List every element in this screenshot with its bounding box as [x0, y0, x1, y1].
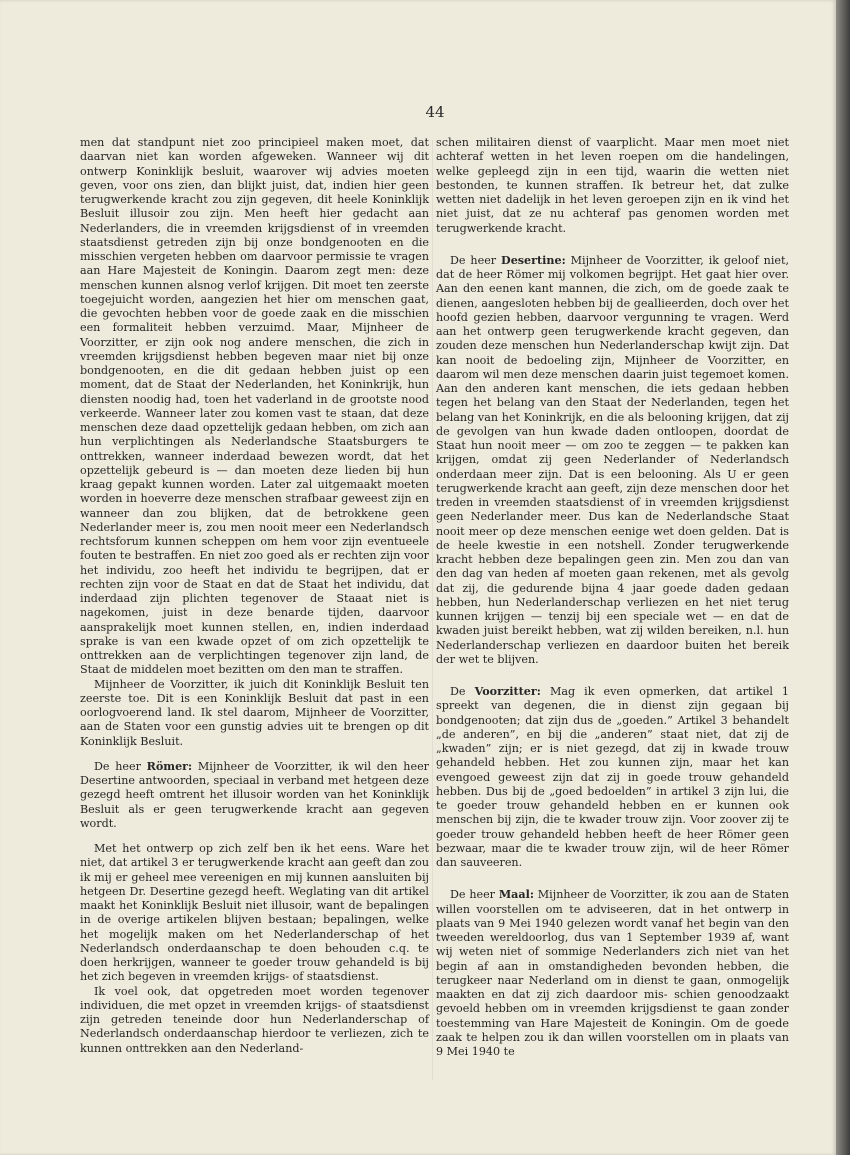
speech-text: Mag ik even opmerken, dat artikel 1 spreekt van degenen, die in dienst zijn gegaan bij bondgenooten; dat zijn dus de „goeden.” Artikel 3 behandelt „de anderen”, en bij die „anderen” staat niet, dat zij de „kwaden” zijn; er is niet gezegd, dat zij in kwade trouw gehandeld hebben. Het zou kunnen zijn, maar het kan evengoed geweest zijn dat zij in goede trouw gehandeld hebben. Dus bij de „goed bedoelden” in artikel 3 zijn lui, die te goeder trouw gehandeld hebben en er kunnen ook menschen bij zijn, die te kwader trouw zijn. Voor zoover zij te goeder trouw gehandeld hebben heeft de heer Römer geen bezwaar, maar die te kwader trouw zijn, wil de heer Römer dan sauveeren. [436, 685, 790, 869]
speaker-name: Desertine: [501, 253, 566, 267]
speech-text: Mijnheer de Voorzitter, ik zou aan de Staten willen voorstellen om te adviseeren, dat in het ontwerp in plaats van 9 Mei 1940 gelezen wordt vanaf het begin van den tweeden wereldoorlog, dus van 1 September 1939 af, want wij weten niet of sommige Nederlanders zich niet van het begin af aan in omstandigheden bevonden hebben, die terugkeer naar Nederland om in dienst te gaan, onmogelijk maakten en dat zij zich daardoor mis- schien genoodzaakt gevoeld hebben om in vreemden krijgsdienst te gaan zonder toestemming van Hare Majesteit de Koningin. Om de goede zaak te helpen zou ik dan willen voorstellen om in plaats van 9 Mei 1940 te [436, 888, 789, 1058]
paragraph: Mijnheer de Voorzitter, ik juich dit Koninklijk Besluit ten zeerste toe. Dit is een Koninklijk Besluit dat past in een oorlogvoerend land. Ik stel daarom, Mijnheer de Voorzitter, aan de Staten voor een gunstig advies uit te brengen op dit Koninklijk Besluit. [80, 677, 429, 748]
speaker-paragraph [436, 685, 789, 870]
column-divider [432, 140, 433, 1080]
speaker-prefix: De heer [94, 759, 141, 773]
paragraph: Met het ontwerp op zich zelf ben ik het eens. Ware het niet, dat artikel 3 er terugwerkende kracht aan geeft dan zou ik mij er geheel mee vereenigen en mij kunnen aansluiten bij hetgeen Dr. Desertine gezegd heeft. Weglating van dit artikel maakt het Koninklijk Besluit niet illusoir, want de bepalingen in de overige artikelen blijven bestaan; bepalingen, welke het mogelijk maken om het Nederlanderschap of het Nederlandsch onderdaanschap te doen behouden c.q. te doen herkrijgen, wanneer te goeder trouw gehandeld is bij het zich begeven in vreemden krijgs- of staatsdienst. [80, 842, 429, 984]
page-number: 44 [425, 103, 445, 121]
right-column [436, 136, 789, 1059]
speaker-name: Voorzitter: [474, 685, 541, 698]
paragraph: Ik voel ook, dat opgetreden moet worden tegenover individuen, die met opzet in vreemden krijgs- of staatsdienst zijn getreden teneinde door hun Nederlanderschap of Nederlandsch onderdaanschap hierdoor te verliezen, zich te kunnen onttrekken aan den Nederland- [80, 984, 429, 1055]
speaker-paragraph [436, 254, 789, 667]
scan-edge-shadow [836, 0, 850, 1155]
paragraph: men dat standpunt niet zoo principieel maken moet, dat daarvan niet kan worden afgeweken. Wanneer wij dit ontwerp Koninklijk besluit, waarover wij advies moeten geven, voor ons zien, dan blijkt juist, dat, indien hier geen terugwerkende kracht zou zijn gegeven, dit heele Koninklijk Besluit illusoir zou zijn. Men heeft hier gedacht aan Nederlanders, die in vreemden krijgsdienst of in vreemden staatsdienst getreden zijn bij onze bondgenooten en die misschien vergeten hebben om daarvoor permissie te vragen aan Hare Majesteit de Koningin. Daarom zegt men: deze menschen kunnen alsnog verlof krijgen. Dit moet ten zeerste toegejuicht worden, aangezien het hier om menschen gaat, die gevochten hebben voor de goede zaak en die misschien een formaliteit hebben verzuimd. Maar, Mijnheer de Voorzitter, er zijn ook nog andere menschen, die zich in vreemden krijgsdienst hebben begeven maar niet bij onze bondgenooten, en die dit gedaan hebben juist op een moment, dat de Staat der Nederlanden, het Koninkrijk, hun diensten noodig had, toen het vaderland in de grootste nood verkeerde. Wanneer later zou komen vast te staan, dat deze menschen deze daad opzettelijk gedaan hebben, om zich aan hun verplichtingen als Nederlandsche Staatsburgers te onttrekken, wanneer inderdaad bewezen wordt, dat het opzettelijk gebeurd is — dan moeten deze lieden bij hun kraag gepakt kunnen worden. Later zal uitgemaakt moeten worden in hoeverre deze menschen strafbaar geweest zijn en wanneer dan zou blijken, dat de betrokkene geen Nederlander meer is, zou men nooit meer een Nederlandsch rechtsforum kunnen scheppen om hem voor zijn eventueele fouten te bestraffen. En niet zoo goed als er rechten zijn voor het individu, zoo heeft het individu te begrijpen, dat er rechten zijn voor de Staat en dat de Staat het individu, dat inderdaad zijn plichten tegenover de Staaat niet is nagekomen, juist in deze benarde tijden, daarvoor aansprakelijk moet kunnen stellen, en, indien inderdaad sprake is van een kwade opzet of om zich opzettelijk te onttrekken aan de verplichtingen tegenover zijn land, de Staat de middelen moet bezitten om den man te straffen. [80, 136, 429, 677]
speaker-name: Maal: [498, 888, 534, 902]
speaker-paragraph [80, 760, 429, 831]
speaker-prefix: De [450, 685, 466, 698]
left-column [80, 136, 429, 1056]
speech-text: Mijnheer de Voorzitter, ik wil den heer Desertine antwoorden, speciaal in verband met hetgeen deze gezegd heeft omtrent het illusoir worden van het Koninklijk Besluit als er geen terugwerkende kracht aan gegeven wordt. [80, 759, 429, 830]
speaker-name: Römer: [146, 759, 193, 773]
speaker-paragraph [436, 888, 789, 1059]
speaker-prefix: De heer [450, 888, 496, 902]
speaker-prefix: De heer [450, 253, 497, 267]
speech-text: Mijnheer de Voorzitter, ik geloof niet, dat de heer Römer mij volkomen begrijpt. Het gaat hier over. Aan den eenen kant mannen, die zich, om de goede zaak te dienen, aangesloten hebben bij de geallieerden, doch over het hoofd gezien hebben, daarvoor vergunning te vragen. Werd aan het ontwerp geen terugwerkende kracht gegeven, dan zouden deze menschen hun Nederlanderschap kwijt zijn. Dat kan nooit de bedoeling zijn, Mijnheer de Voorzitter, en daarom wil men deze menschen daarin juist tegemoet komen. Aan den anderen kant menschen, die iets gedaan hebben tegen het belang van den Staat der Nederlanden, tegen het belang van het Koninkrijk, en die als belooning krijgen, dat zij de gevolgen van hun kwade daden ontloopen, doordat de Staat hun nooit meer — om zoo te zeggen — te pakken kan krijgen, omdat zij geen Nederlander of Nederlandsch onderdaan meer zijn. Dat is een belooning. Als U er geen terugwerkende kracht aan geeft, zijn deze menschen door het treden in vreemden staatsdienst of in vreemden krijgsdienst geen Nederlander meer. Dus kan de Nederlandsche Staat nooit meer op deze menschen eenige wet doen gelden. Dat is de heele kwestie in een notshell. Zonder terugwerkende kracht hebben deze bepalingen geen zin. Men zou dan van den dag van heden af moeten gaan rekenen, met als gevolg dat zij, die gedurende bijna 4 jaar goede daden gedaan hebben, hun Nederlanderschap verliezen en het niet terug kunnen krijgen — tenzij bij een speciale wet — en dat de kwaden juist bereikt hebben, wat zij wilden bereiken, n.l. hun Nederlanderschap verliezen en daardoor buiten het bereik der wet te blijven. [436, 253, 789, 666]
paragraph: schen militairen dienst of vaarplicht. Maar men moet niet achteraf wetten in het leven roepen om die handelingen, welke gepleegd zijn in een tijd, waarin die wetten niet bestonden, te kunnen straffen. Ik betreur het, dat zulke wetten niet dadelijk in het leven geroepen zijn en ik vind het niet juist, dat ze nu achteraf pas genomen worden met terugwerkende kracht. [436, 136, 789, 235]
